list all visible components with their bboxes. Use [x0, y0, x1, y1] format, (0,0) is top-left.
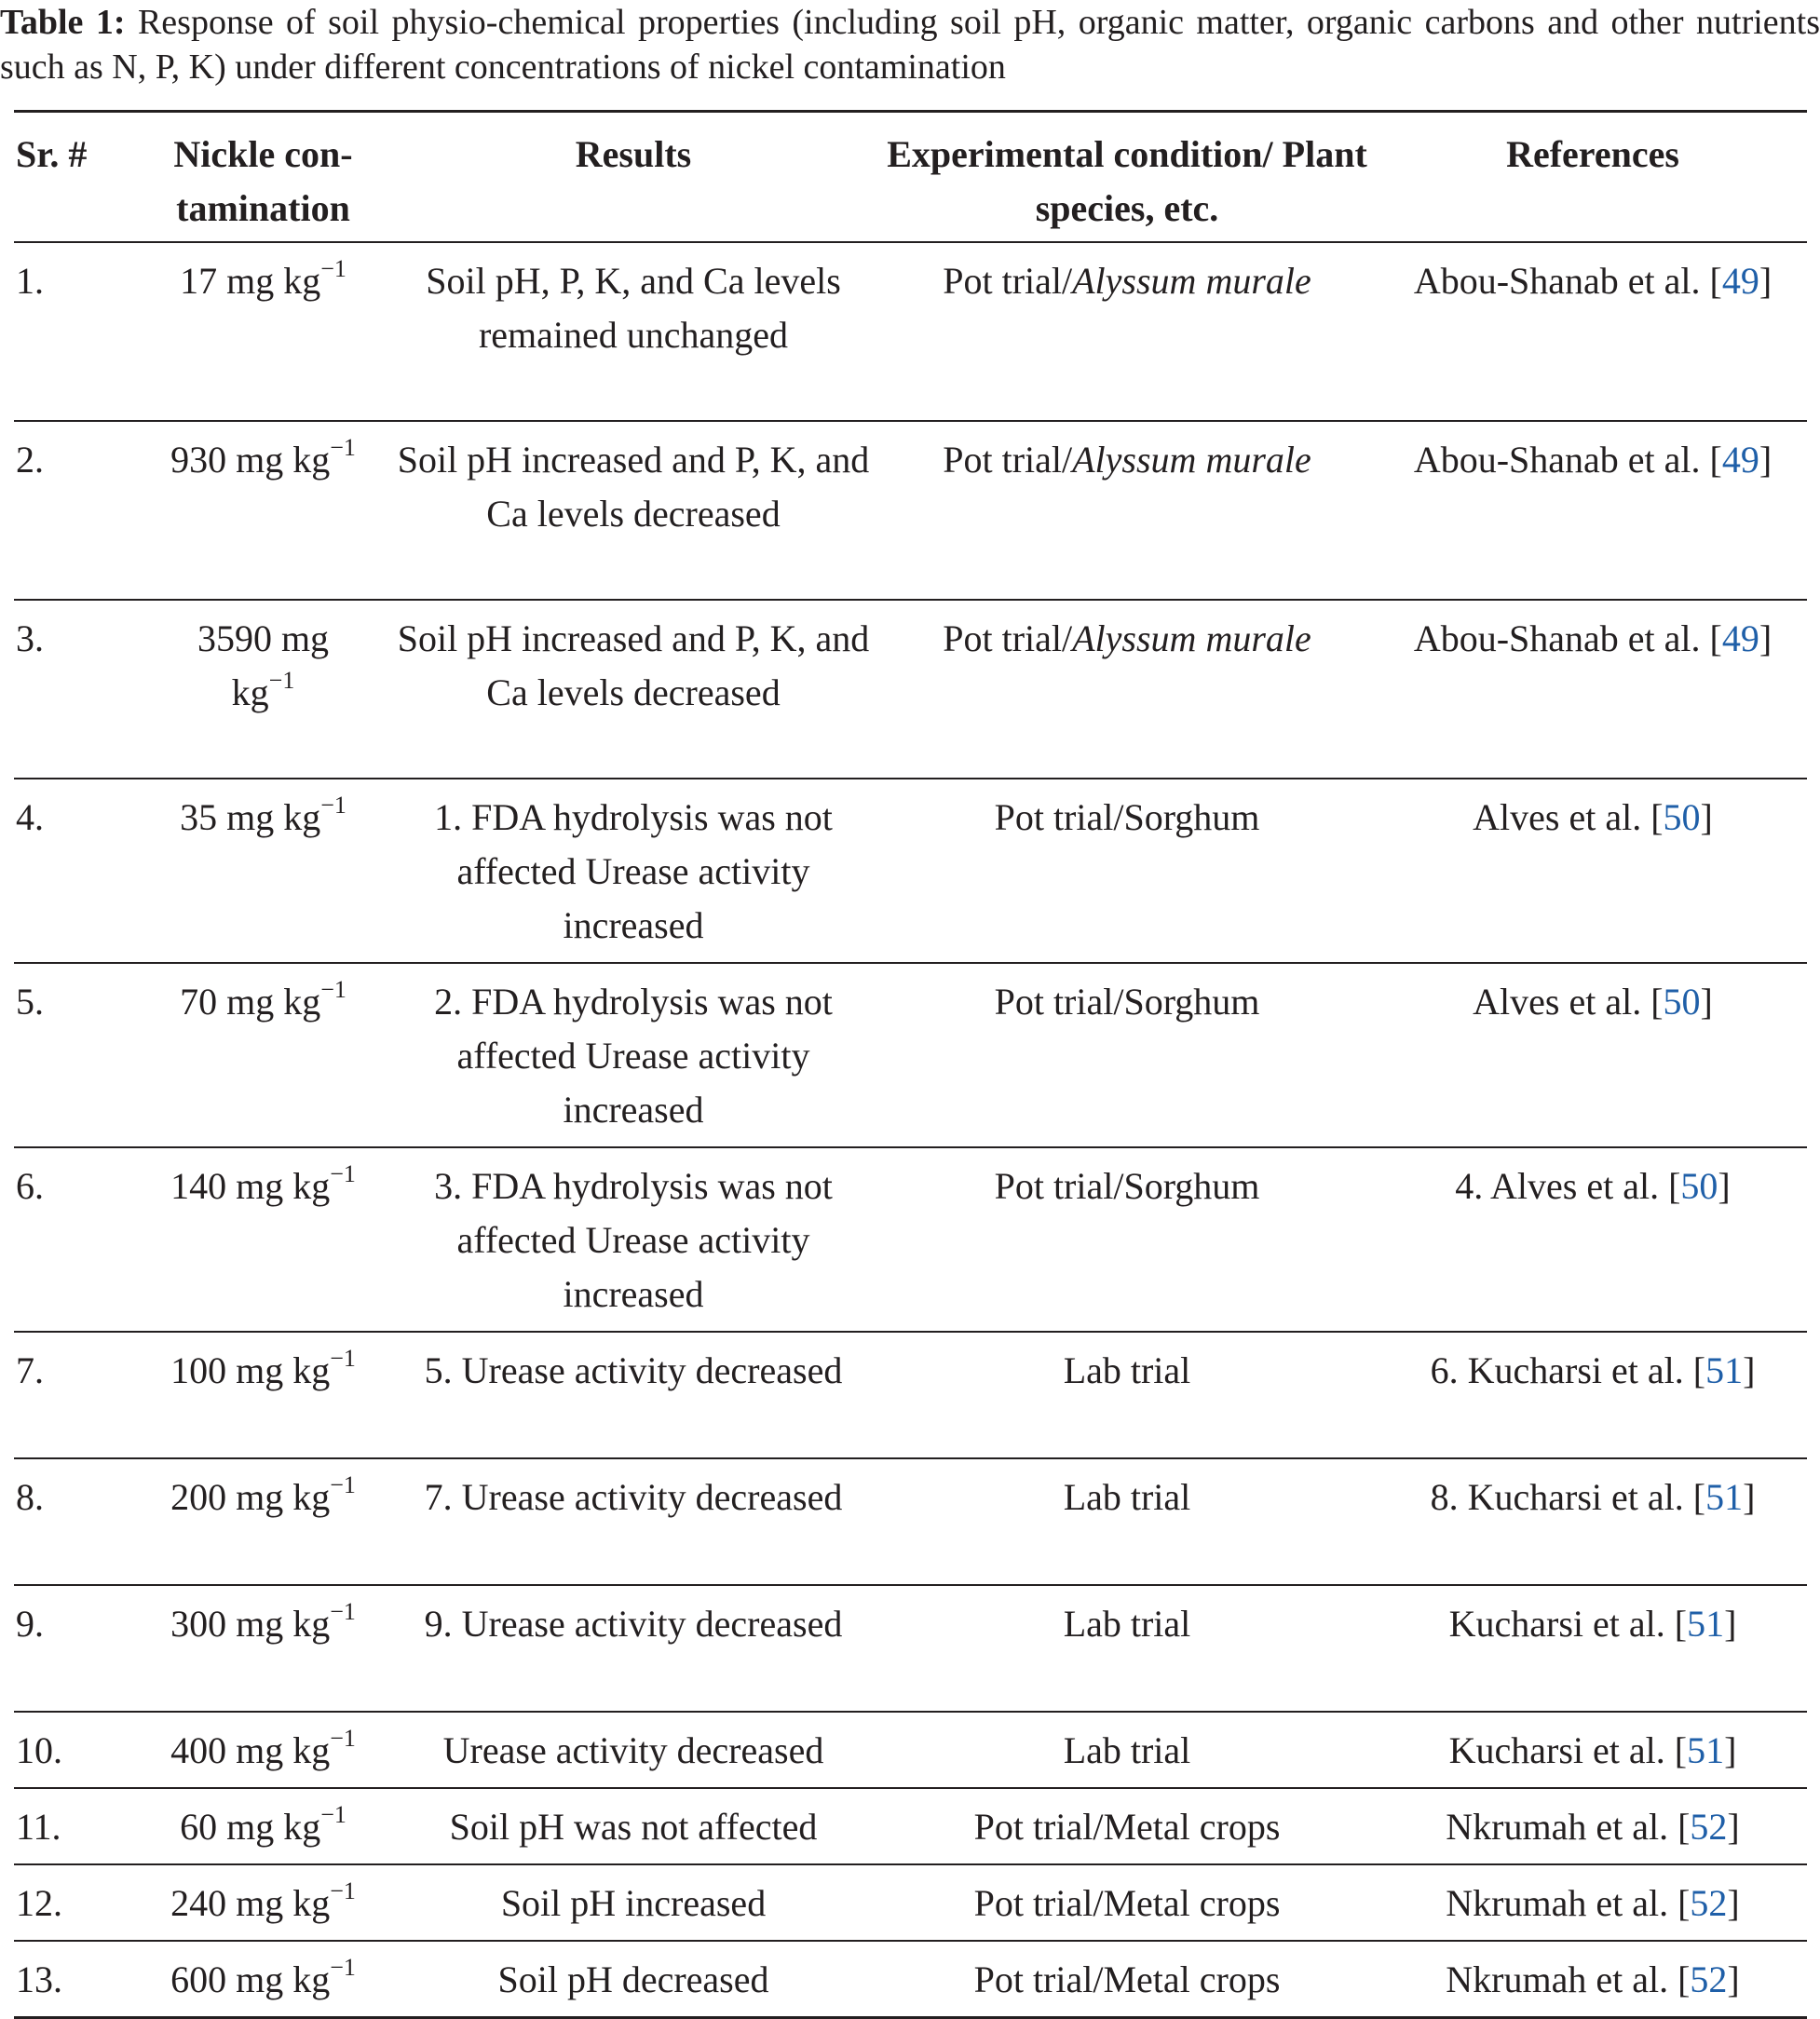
contamination-unit: mg kg — [231, 617, 330, 713]
cell-sr: 12. — [14, 1864, 135, 1941]
contamination-value: 400 — [170, 1729, 227, 1771]
cell-results: 3. FDA hydrolysis was not affected Urease activity increased — [391, 1147, 876, 1332]
cell-references — [1379, 1147, 1807, 1332]
cell-results: Urease activity decreased — [391, 1712, 876, 1788]
cell-sr: 8. — [14, 1458, 135, 1585]
reference-link[interactable]: 51 — [1705, 1476, 1744, 1518]
cell-results: Soil pH decreased — [391, 1941, 876, 2018]
unit-exponent: −1 — [320, 791, 346, 819]
contamination-value: 60 — [180, 1806, 218, 1848]
table-row — [14, 779, 1807, 963]
contamination-wrap — [170, 1597, 356, 1645]
condition-text: Pot trial/Metal crops — [973, 1806, 1281, 1848]
contamination-wrap — [170, 433, 356, 481]
header-row — [14, 112, 1807, 243]
cell-references — [1379, 600, 1807, 779]
reference-text: Nkrumah et al. [ — [1446, 1882, 1691, 1924]
contamination-value: 35 — [180, 796, 218, 838]
cell-contamination — [135, 1585, 391, 1712]
reference-text: Kucharsi et al. [ — [1448, 1603, 1688, 1645]
cell-references — [1379, 242, 1807, 421]
reference-text: Alves et al. [ — [1473, 796, 1664, 838]
unit-exponent: −1 — [320, 1800, 346, 1828]
contamination-value: 930 — [170, 439, 227, 481]
condition-text: Lab trial — [1063, 1349, 1191, 1391]
contamination-unit: mg kg — [236, 1349, 331, 1391]
cell-sr: 3. — [14, 600, 135, 779]
contamination-unit: mg kg — [236, 1603, 331, 1645]
header-results: Results — [391, 112, 876, 243]
contamination-value: 17 — [180, 260, 218, 302]
reference-bracket: ] — [1724, 1729, 1737, 1771]
contamination-value: 200 — [170, 1476, 227, 1518]
reference-link[interactable]: 50 — [1680, 1165, 1718, 1207]
reference-bracket: ] — [1759, 439, 1772, 481]
contamination-unit: mg kg — [226, 796, 321, 838]
reference-bracket: ] — [1700, 981, 1713, 1023]
cell-results: 2. FDA hydrolysis was not affected Urease activity increased — [391, 963, 876, 1147]
condition-text: Pot trial/Metal crops — [973, 1882, 1281, 1924]
unit-exponent: −1 — [330, 1344, 356, 1372]
reference-bracket: ] — [1700, 796, 1713, 838]
cell-results: Soil pH, P, K, and Ca levels remained unchanged — [391, 242, 876, 421]
contamination-value: 140 — [170, 1165, 227, 1207]
table-row — [14, 600, 1807, 779]
cell-results: Soil pH was not affected — [391, 1788, 876, 1864]
contamination-wrap — [180, 975, 346, 1023]
cell-results: Soil pH increased and P, K, and Ca levels decreased — [391, 421, 876, 600]
data-table — [14, 110, 1807, 2019]
condition-text: Lab trial — [1063, 1729, 1191, 1771]
cell-contamination — [135, 1147, 391, 1332]
contamination-value: 70 — [180, 981, 218, 1023]
header-sr: Sr. # — [14, 112, 135, 243]
contamination-wrap — [170, 1877, 356, 1924]
cell-sr: 6. — [14, 1147, 135, 1332]
table-row — [14, 1941, 1807, 2018]
cell-condition — [876, 1941, 1379, 2018]
contamination-unit: mg kg — [236, 1882, 331, 1924]
condition-text: Pot trial/Sorghum — [994, 981, 1260, 1023]
reference-bracket: ] — [1727, 1882, 1740, 1924]
header-references: References — [1379, 112, 1807, 243]
contamination-wrap — [180, 791, 346, 838]
cell-contamination — [135, 963, 391, 1147]
contamination-value: 3590 — [197, 617, 272, 659]
condition-text: Pot trial/Sorghum — [994, 1165, 1260, 1207]
header-condition: Experimental condition/ Plant species, etc. — [876, 112, 1379, 243]
cell-contamination — [135, 600, 391, 779]
reference-bracket: ] — [1724, 1603, 1737, 1645]
cell-references — [1379, 1864, 1807, 1941]
table-body — [14, 242, 1807, 2018]
reference-link[interactable]: 49 — [1721, 617, 1759, 659]
contamination-unit: mg kg — [226, 981, 321, 1023]
cell-sr: 7. — [14, 1332, 135, 1458]
reference-link[interactable]: 51 — [1687, 1603, 1725, 1645]
cell-references — [1379, 1712, 1807, 1788]
table-row — [14, 421, 1807, 600]
cell-condition — [876, 1585, 1379, 1712]
cell-sr: 9. — [14, 1585, 135, 1712]
condition-species: Alyssum murale — [1072, 260, 1311, 302]
table-row — [14, 242, 1807, 421]
unit-exponent: −1 — [268, 666, 295, 694]
unit-exponent: −1 — [330, 1597, 356, 1625]
cell-contamination — [135, 1788, 391, 1864]
condition-text: Lab trial — [1063, 1476, 1191, 1518]
condition-species: Alyssum murale — [1072, 439, 1311, 481]
cell-condition — [876, 242, 1379, 421]
unit-exponent: −1 — [330, 433, 356, 461]
reference-text: Abou-Shanab et al. [ — [1413, 439, 1722, 481]
cell-references — [1379, 1788, 1807, 1864]
cell-sr: 4. — [14, 779, 135, 963]
contamination-wrap — [170, 1724, 356, 1771]
condition-text: Lab trial — [1063, 1603, 1191, 1645]
contamination-wrap — [170, 1470, 356, 1518]
cell-contamination — [135, 242, 391, 421]
contamination-wrap — [170, 1344, 356, 1391]
cell-results: 5. Urease activity decreased — [391, 1332, 876, 1458]
reference-bracket: ] — [1759, 617, 1772, 659]
condition-text: Pot trial/Metal crops — [973, 1958, 1281, 2000]
unit-exponent: −1 — [330, 1877, 356, 1904]
condition-text: Pot trial/Sorghum — [994, 796, 1260, 838]
reference-link[interactable]: 49 — [1721, 439, 1759, 481]
cell-condition — [876, 1712, 1379, 1788]
cell-condition — [876, 779, 1379, 963]
table-row — [14, 963, 1807, 1147]
cell-condition — [876, 1147, 1379, 1332]
cell-references — [1379, 1941, 1807, 2018]
unit-exponent: −1 — [320, 975, 346, 1003]
reference-text: Abou-Shanab et al. [ — [1413, 617, 1722, 659]
unit-exponent: −1 — [330, 1159, 356, 1187]
reference-bracket: ] — [1743, 1349, 1756, 1391]
reference-bracket: ] — [1727, 1806, 1740, 1848]
table-row — [14, 1864, 1807, 1941]
reference-text: Kucharsi et al. [ — [1448, 1729, 1688, 1771]
reference-link[interactable]: 51 — [1687, 1729, 1725, 1771]
reference-link[interactable]: 52 — [1690, 1882, 1728, 1924]
reference-text: Abou-Shanab et al. [ — [1413, 260, 1722, 302]
condition-text: Pot trial/ — [943, 260, 1073, 302]
contamination-wrap — [175, 612, 352, 720]
cell-condition — [876, 1788, 1379, 1864]
table-row — [14, 1332, 1807, 1458]
contamination-unit: mg kg — [226, 260, 321, 302]
contamination-wrap — [180, 254, 346, 302]
reference-bracket: ] — [1727, 1958, 1740, 2000]
contamination-unit: mg kg — [236, 1958, 331, 2000]
cell-references — [1379, 1458, 1807, 1585]
header-contamination: Nickle con-tamination — [135, 112, 391, 243]
cell-condition — [876, 963, 1379, 1147]
reference-link[interactable]: 50 — [1663, 796, 1701, 838]
table-row — [14, 1788, 1807, 1864]
cell-references — [1379, 963, 1807, 1147]
reference-bracket: ] — [1759, 260, 1772, 302]
table-caption — [0, 0, 1820, 89]
reference-link[interactable]: 51 — [1705, 1349, 1744, 1391]
contamination-wrap — [170, 1953, 356, 2000]
cell-references — [1379, 1585, 1807, 1712]
table-row — [14, 1147, 1807, 1332]
reference-text: 6. Kucharsi et al. [ — [1430, 1349, 1706, 1391]
reference-text: Alves et al. [ — [1473, 981, 1664, 1023]
contamination-unit: mg kg — [226, 1806, 321, 1848]
cell-sr: 10. — [14, 1712, 135, 1788]
reference-link[interactable]: 50 — [1663, 981, 1701, 1023]
unit-exponent: −1 — [330, 1953, 356, 1981]
condition-species: Alyssum murale — [1072, 617, 1311, 659]
caption-text: Response of soil physio-chemical properties (including soil pH, organic matter, organic carbons and other nutrients such as N, P, K) under different concentrations of nickel contamination — [0, 3, 1820, 87]
cell-contamination — [135, 1712, 391, 1788]
reference-link[interactable]: 52 — [1690, 1806, 1728, 1848]
cell-condition — [876, 421, 1379, 600]
contamination-value: 600 — [170, 1958, 227, 2000]
table-row — [14, 1712, 1807, 1788]
cell-contamination — [135, 1864, 391, 1941]
reference-text: 8. Kucharsi et al. [ — [1430, 1476, 1706, 1518]
contamination-unit: mg kg — [236, 439, 331, 481]
cell-results: 7. Urease activity decreased — [391, 1458, 876, 1585]
cell-references — [1379, 421, 1807, 600]
cell-sr: 2. — [14, 421, 135, 600]
contamination-unit: mg kg — [236, 1165, 331, 1207]
reference-link[interactable]: 52 — [1690, 1958, 1728, 2000]
unit-exponent: −1 — [330, 1724, 356, 1752]
unit-exponent: −1 — [320, 254, 346, 282]
cell-condition — [876, 600, 1379, 779]
cell-contamination — [135, 1941, 391, 2018]
cell-references — [1379, 779, 1807, 963]
cell-contamination — [135, 779, 391, 963]
reference-bracket: ] — [1743, 1476, 1756, 1518]
cell-contamination — [135, 1458, 391, 1585]
condition-text: Pot trial/ — [943, 617, 1073, 659]
reference-text: Nkrumah et al. [ — [1446, 1806, 1691, 1848]
cell-contamination — [135, 421, 391, 600]
condition-text: Pot trial/ — [943, 439, 1073, 481]
contamination-unit: mg kg — [236, 1476, 331, 1518]
reference-text: Nkrumah et al. [ — [1446, 1958, 1691, 2000]
cell-results: Soil pH increased and P, K, and Ca levels decreased — [391, 600, 876, 779]
cell-references — [1379, 1332, 1807, 1458]
cell-results: 9. Urease activity decreased — [391, 1585, 876, 1712]
cell-condition — [876, 1458, 1379, 1585]
table-row — [14, 1458, 1807, 1585]
cell-results: 1. FDA hydrolysis was not affected Urease activity increased — [391, 779, 876, 963]
cell-condition — [876, 1332, 1379, 1458]
cell-sr: 11. — [14, 1788, 135, 1864]
reference-link[interactable]: 49 — [1721, 260, 1759, 302]
cell-sr: 5. — [14, 963, 135, 1147]
cell-sr: 1. — [14, 242, 135, 421]
table-row — [14, 1585, 1807, 1712]
cell-contamination — [135, 1332, 391, 1458]
contamination-value: 100 — [170, 1349, 227, 1391]
contamination-wrap — [170, 1159, 356, 1207]
contamination-wrap — [180, 1800, 346, 1848]
contamination-unit: mg kg — [236, 1729, 331, 1771]
cell-condition — [876, 1864, 1379, 1941]
contamination-value: 300 — [170, 1603, 227, 1645]
reference-text: 4. Alves et al. [ — [1455, 1165, 1681, 1207]
contamination-value: 240 — [170, 1882, 227, 1924]
reference-bracket: ] — [1718, 1165, 1731, 1207]
cell-sr: 13. — [14, 1941, 135, 2018]
cell-results: Soil pH increased — [391, 1864, 876, 1941]
caption-label: Table 1: — [0, 3, 126, 42]
unit-exponent: −1 — [330, 1470, 356, 1498]
